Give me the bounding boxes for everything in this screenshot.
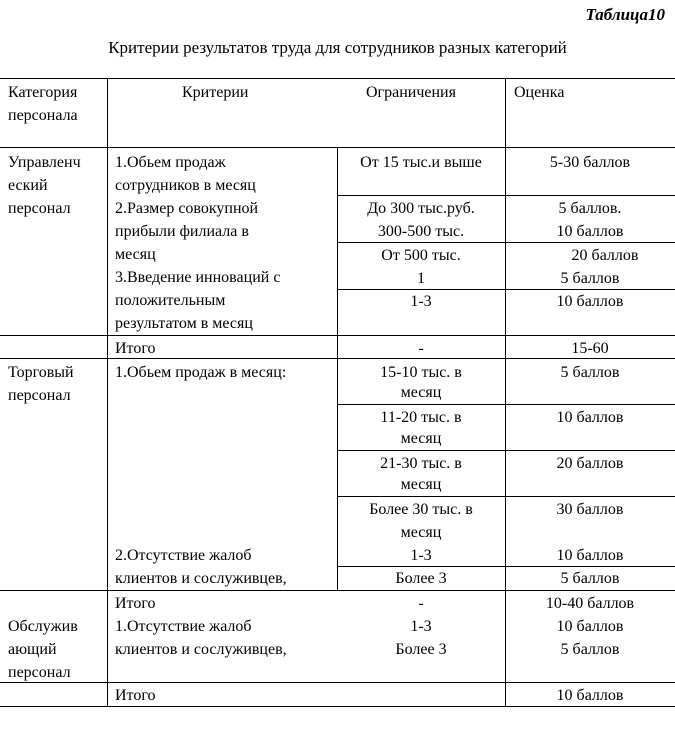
category-service: персонал (8, 664, 71, 681)
grid-line (107, 78, 108, 706)
limit-value: 21-30 тыс. в (380, 455, 462, 472)
criteria-item: 3.Введение инноваций с (115, 269, 281, 286)
criteria-item: 1.Отсутствие жалоб (115, 618, 252, 635)
grid-line (337, 450, 675, 451)
score-value: 5 баллов (560, 570, 620, 587)
score-value: 5 баллов (560, 364, 620, 381)
score-value: 20 баллов (571, 247, 639, 264)
criteria-item: клиентов и сослуживцев, (115, 570, 287, 587)
table-label: Таблица10 (585, 5, 665, 24)
header-category: Категория (8, 84, 78, 101)
score-value: 10 баллов (556, 293, 624, 310)
limit-value: 1-3 (410, 547, 432, 564)
header-category: персонала (8, 107, 78, 124)
limit-value: 1-3 (410, 293, 432, 310)
grid-line (0, 78, 675, 79)
criteria-item: клиентов и сослуживцев, (115, 641, 287, 658)
grid-line (0, 590, 675, 591)
limit-value: Более 3 (395, 641, 447, 658)
limit-value: От 15 тыс.и выше (360, 154, 482, 171)
header-criteria: Критерии (182, 84, 249, 101)
score-value: 5-30 баллов (549, 154, 631, 171)
score-value: 10 баллов (556, 409, 624, 426)
category-service: Обслужив (8, 618, 78, 635)
grid-line (337, 404, 675, 405)
category-management: персонал (8, 200, 71, 217)
criteria-total: Итого (115, 595, 156, 612)
limit-value: месяц (400, 430, 442, 447)
score-value: 5 баллов (560, 641, 620, 658)
limit-value: месяц (400, 476, 442, 493)
limit-value: месяц (400, 524, 442, 541)
score-total: 10 баллов (556, 687, 624, 704)
category-service: ающий (8, 641, 57, 658)
limit-value: месяц (400, 384, 442, 401)
limit-value: - (418, 595, 424, 612)
criteria-item: сотрудников в месяц (115, 177, 256, 194)
limit-value: Более 3 (395, 570, 447, 587)
limit-value: 1 (417, 270, 425, 287)
score-value: 10 баллов (556, 223, 624, 240)
criteria-item: положительным (115, 292, 226, 309)
limit-value: Более 30 тыс. в (369, 501, 473, 518)
criteria-item: 1.Обьем продаж (115, 154, 226, 171)
grid-line (337, 195, 675, 196)
criteria-item: прибыли филиала в (115, 223, 249, 240)
limit-value: - (418, 340, 424, 357)
criteria-total: Итого (115, 340, 156, 357)
score-value: 10 баллов (556, 618, 624, 635)
limit-value: 11-20 тыс. в (380, 409, 462, 426)
grid-line (0, 682, 675, 683)
limit-value: От 500 тыс. (381, 247, 461, 264)
category-management: Управленч (8, 154, 81, 171)
grid-line (337, 496, 675, 497)
criteria-item: 1.Обьем продаж в месяц: (115, 364, 287, 381)
limit-value: 15-10 тыс. в (380, 364, 462, 381)
criteria-item: месяц (115, 246, 156, 263)
score-value: 5 баллов (560, 270, 620, 287)
category-trade: Торговый (8, 364, 74, 381)
category-management: еский (8, 177, 48, 194)
criteria-item: 2.Размер совокупной (115, 200, 259, 217)
header-limits: Ограничения (366, 84, 456, 101)
criteria-item: 2.Отсутствие жалоб (115, 547, 252, 564)
category-trade: персонал (8, 387, 71, 404)
limit-value: До 300 тыс.руб. (367, 200, 475, 217)
criteria-item: результатом в месяц (115, 315, 253, 332)
header-score: Оценка (514, 84, 565, 101)
score-total: 10-40 баллов (545, 595, 635, 612)
score-value: 20 баллов (556, 455, 624, 472)
score-value: 5 баллов. (558, 200, 622, 217)
score-value: 10 баллов (556, 547, 624, 564)
limit-value: 300-500 тыс. (377, 223, 465, 240)
score-total: 15-60 (571, 340, 609, 357)
criteria-total: Итого (115, 687, 156, 704)
score-value: 30 баллов (556, 501, 624, 518)
limit-value: 1-3 (410, 618, 432, 635)
table-title: Критерии результатов труда для сотрудников разных категорий (108, 38, 567, 57)
